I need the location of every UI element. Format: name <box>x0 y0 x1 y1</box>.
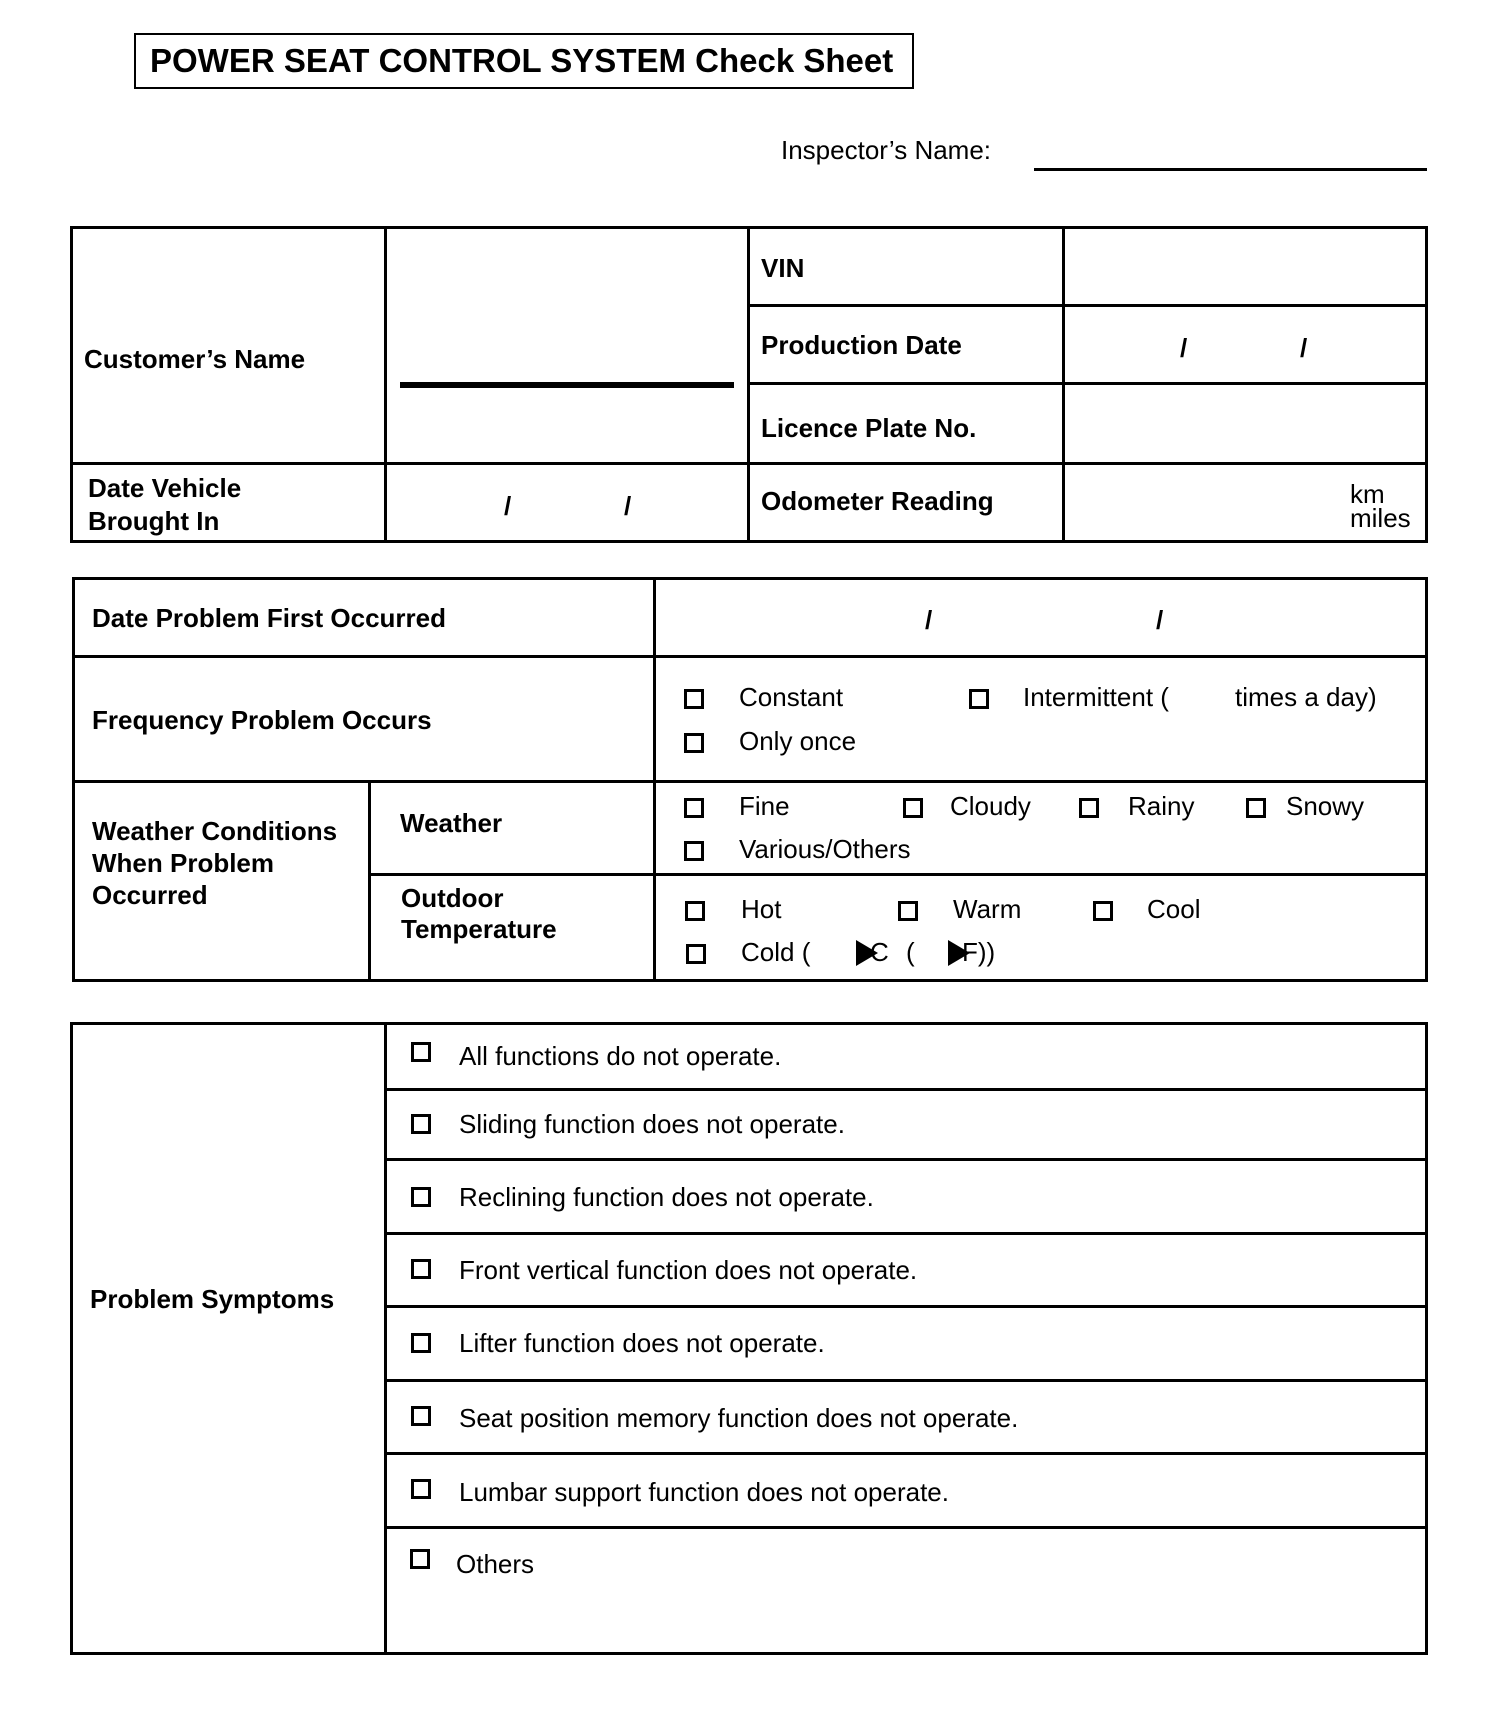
checkbox-fine[interactable] <box>684 798 704 818</box>
weather-various-label: Various/Others <box>739 834 911 864</box>
freq-once-label: Only once <box>739 726 857 756</box>
symptom-label: Reclining function does not operate. <box>459 1182 874 1212</box>
date-first-slash: / <box>1156 605 1164 635</box>
freq-intermittent-label: Intermittent ( <box>1023 682 1169 712</box>
weather-cloudy-label: Cloudy <box>950 791 1031 821</box>
checkbox-snowy[interactable] <box>1246 798 1266 818</box>
list-item <box>387 1308 1425 1378</box>
symptom-label: Lumbar support function does not operate. <box>459 1477 949 1507</box>
weather-conditions-label-line2: When Problem <box>92 848 275 878</box>
date-brought-in-label-line1: Date Vehicle <box>88 473 242 503</box>
symptom-checkbox[interactable] <box>411 1114 431 1134</box>
symptom-checkbox[interactable] <box>411 1259 431 1279</box>
symptom-checkbox[interactable] <box>411 1333 431 1353</box>
list-item <box>387 1091 1425 1157</box>
licence-plate-field[interactable] <box>1065 385 1425 461</box>
licence-plate-label: Licence Plate No. <box>761 413 977 443</box>
frequency-label: Frequency Problem Occurs <box>92 705 432 735</box>
checkbox-constant[interactable] <box>684 689 704 709</box>
symptom-checkbox[interactable] <box>410 1549 430 1569</box>
weather-snowy-label: Snowy <box>1286 791 1365 821</box>
inspector-name-field[interactable] <box>1034 168 1427 171</box>
symptom-label: Lifter function does not operate. <box>459 1328 825 1358</box>
production-date-slash: / <box>1180 333 1188 363</box>
freq-times-label: times a day) <box>1235 682 1377 712</box>
temp-celsius-label: C <box>870 937 889 967</box>
symptom-checkbox[interactable] <box>411 1187 431 1207</box>
checkbox-cold[interactable] <box>686 944 706 964</box>
checkbox-cool[interactable] <box>1093 901 1113 921</box>
list-item <box>387 1382 1425 1451</box>
weather-fine-label: Fine <box>739 791 790 821</box>
odometer-label: Odometer Reading <box>761 486 994 516</box>
weather-conditions-label-line1: Weather Conditions <box>92 816 338 846</box>
symptom-checkbox[interactable] <box>411 1406 431 1426</box>
date-brought-in-slash: / <box>504 491 512 521</box>
temp-warm-label: Warm <box>953 894 1022 924</box>
checkbox-various[interactable] <box>684 841 704 861</box>
checkbox-only-once[interactable] <box>684 733 704 753</box>
symptom-label: Seat position memory function does not operate. <box>459 1403 1019 1433</box>
inspector-name-label: Inspector’s Name: <box>781 135 992 165</box>
customer-name-label: Customer’s Name <box>84 344 306 374</box>
date-first-occurred-label: Date Problem First Occurred <box>92 603 446 633</box>
production-date-label: Production Date <box>761 330 962 360</box>
list-item <box>387 1529 1425 1652</box>
weather-rainy-label: Rainy <box>1128 791 1195 821</box>
checkbox-cloudy[interactable] <box>903 798 923 818</box>
symptom-checkbox[interactable] <box>411 1479 431 1499</box>
list-item <box>387 1161 1425 1231</box>
list-item <box>387 1235 1425 1304</box>
freq-constant-label: Constant <box>739 682 844 712</box>
temp-cool-label: Cool <box>1147 894 1201 924</box>
date-brought-in-label-line2: Brought In <box>88 506 220 536</box>
outdoor-temperature-label-line2: Temperature <box>401 914 557 944</box>
temp-hot-label: Hot <box>741 894 782 924</box>
odometer-unit-km: km <box>1350 479 1385 509</box>
symptom-checkbox[interactable] <box>411 1042 431 1062</box>
temp-cold-label: Cold ( <box>741 937 811 967</box>
symptom-label: Others <box>456 1549 535 1579</box>
list-item <box>387 1025 1425 1087</box>
checkbox-warm[interactable] <box>898 901 918 921</box>
weather-label: Weather <box>400 808 503 838</box>
temp-fahrenheit-label: F)) <box>962 937 996 967</box>
outdoor-temperature-label-line1: Outdoor <box>401 883 504 913</box>
symptom-label: Front vertical function does not operate. <box>459 1255 918 1285</box>
vin-label: VIN <box>761 253 805 283</box>
production-date-slash: / <box>1300 333 1308 363</box>
customer-name-field[interactable] <box>400 382 734 388</box>
checkbox-rainy[interactable] <box>1079 798 1099 818</box>
symptom-label: All functions do not operate. <box>459 1041 782 1071</box>
temp-open-paren: ( <box>906 937 915 967</box>
date-first-slash: / <box>925 605 933 635</box>
odometer-unit-miles: miles <box>1350 503 1411 533</box>
vin-field[interactable] <box>1065 229 1425 303</box>
list-item <box>387 1455 1425 1525</box>
checkbox-hot[interactable] <box>685 901 705 921</box>
date-brought-in-slash: / <box>624 491 632 521</box>
weather-conditions-label-line3: Occurred <box>92 880 208 910</box>
symptom-label: Sliding function does not operate. <box>459 1109 845 1139</box>
problem-symptoms-label: Problem Symptoms <box>90 1284 335 1314</box>
checkbox-intermittent[interactable] <box>969 689 989 709</box>
page-title: POWER SEAT CONTROL SYSTEM Check Sheet <box>134 33 914 89</box>
